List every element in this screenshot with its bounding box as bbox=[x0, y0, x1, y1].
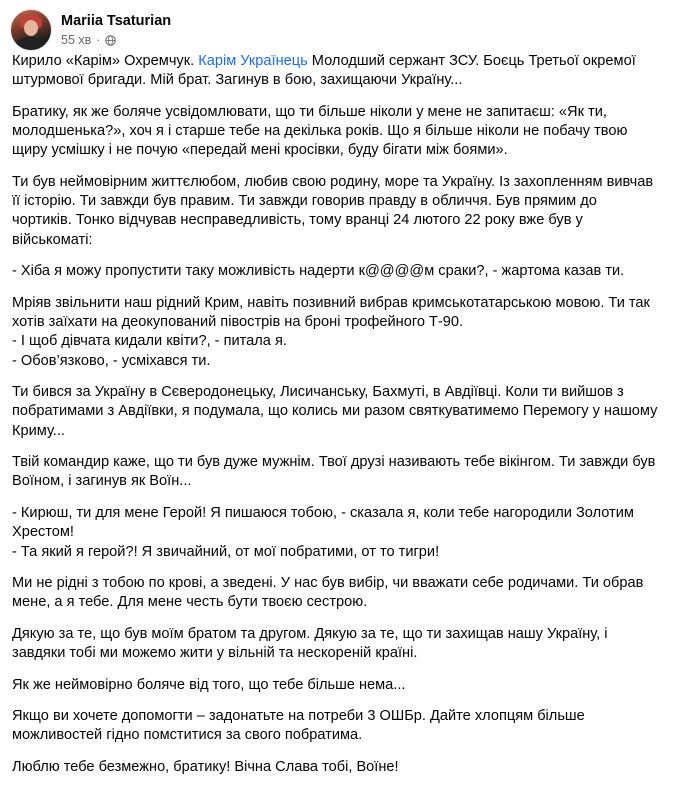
paragraph: - Хіба я можу пропустити таку можливість надерти к@@@@м сраки?, - жартома казав ти. bbox=[12, 263, 625, 280]
text-line: - Та який я герой?! Я звичайний, от мої побратими, от то тигри! bbox=[12, 543, 440, 560]
globe-icon[interactable] bbox=[105, 35, 116, 46]
paragraph: Братику, як же боляче усвідомлювати, що ти більше ніколи у мене не запитаєш: «Як ти, молодшенька?», хоч я і старше тебе на декілька років. Що я більше ніколи не побачу твою щиру усмішку і не почую «передай мені кросівки, буду бігати між боями». bbox=[12, 103, 628, 159]
post-header bbox=[10, 8, 171, 52]
paragraph: Як же неймовірно боляче від того, що тебе більше нема... bbox=[12, 676, 406, 693]
avatar[interactable] bbox=[10, 9, 52, 51]
mention-link[interactable]: Карім Українець bbox=[198, 53, 308, 69]
paragraph: Якщо ви хочете допомогти – задонатьте на потреби 3 ОШБр. Дайте хлопцям більше можливостей гідно помститися за свого побратима. bbox=[12, 708, 585, 744]
paragraph: Ти бився за Україну в Сєверодонецьку, Лисичанську, Бахмуті, в Авдіївці. Коли ти вийшов з побратимами з Авдіївки, я подумала, що колись ми разом святкуватимемо Перемогу у нашому Криму... bbox=[12, 384, 658, 439]
paragraph: Люблю тебе безмежно, братику! Вічна Слава тобі, Воїне! bbox=[12, 758, 399, 775]
text-line: - Обов’язково, - усміхався ти. bbox=[12, 352, 211, 369]
paragraph bbox=[12, 504, 660, 562]
author-name[interactable]: Mariia Tsaturian bbox=[61, 13, 172, 29]
post-subline bbox=[61, 32, 171, 48]
paragraph: Твій командир каже, що ти був дуже мужнім. Твої друзі називають тебе вікінгом. Ти завжди був Воїном, і загинув як Воїн... bbox=[12, 454, 656, 490]
separator-dot: · bbox=[96, 33, 101, 47]
post-meta bbox=[61, 12, 171, 48]
text-line: - Кирюш, ти для мене Герой! Я пишаюся тобою, - сказала я, коли тебе нагородили Золотим Хрестом! bbox=[12, 504, 634, 541]
post-timestamp[interactable]: 55 хв bbox=[61, 33, 92, 47]
text-line: - І щоб дівчата кидали квіти?, - питала я. bbox=[12, 333, 287, 350]
paragraph bbox=[12, 52, 660, 91]
text-span: Кирило «Карім» Охремчук. bbox=[12, 53, 199, 69]
post-text bbox=[12, 52, 660, 789]
paragraph: Дякую за те, що був моїм братом та другом. Дякую за те, що ти захищав нашу Україну, і завдяки тобі ми можемо жити у вільній та нескореній країні. bbox=[12, 625, 608, 662]
paragraph: Ми не рідні з тобою по крові, а зведені. У нас був вибір, чи вважати себе родичами. Ти обрав мене, а я тебе. Для мене честь бути твоєю сестрою. bbox=[12, 575, 644, 611]
text-span: Молодший сержант ЗСУ. Боєць Третьої окремої штурмової бригади. Мій брат. Загинув в бою, захищаючи Україну... bbox=[12, 53, 636, 89]
text-line: Мріяв звільнити наш рідний Крим, навіть позивний вибрав кримськотатарською мовою. Ти так хотів заїхати на деокупований півострів на броні трофейного Т-90. bbox=[12, 294, 650, 331]
paragraph bbox=[12, 294, 660, 371]
paragraph: Ти був неймовірним життєлюбом, любив свою родину, море та Україну. Із захопленням вивчав її історію. Ти завжди був правим. Ти завжди говорив правду в обличчя. Був прямим до чортиків. Тонко відчував несправедливість, тому вранці 24 лютого 22 року вже був у військоматі: bbox=[12, 173, 654, 248]
